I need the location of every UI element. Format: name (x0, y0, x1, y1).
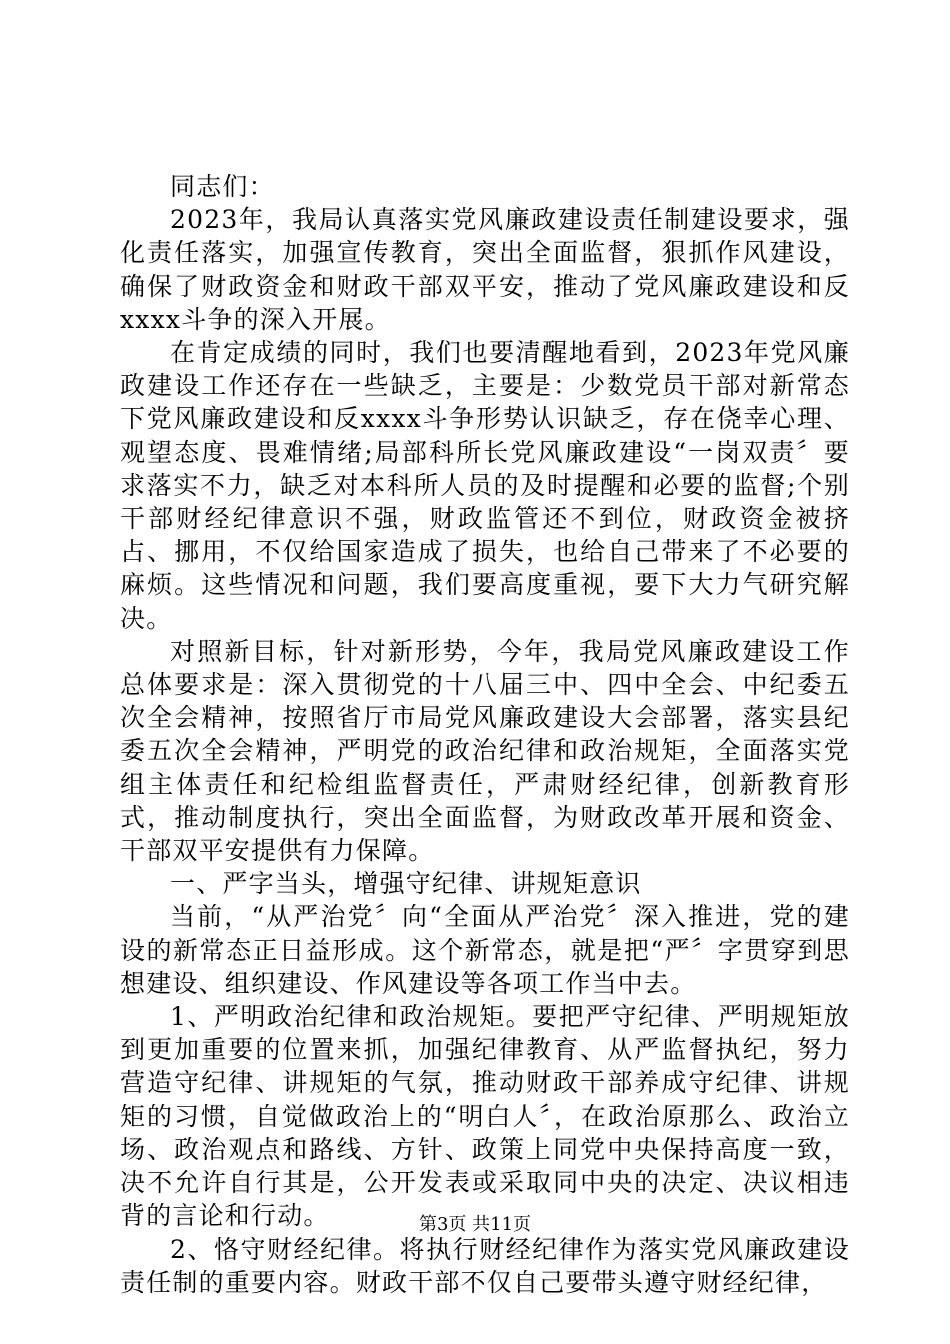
paragraph: 2、恪守财经纪律。将执行财经纪律作为落实党风廉政建设责任制的重要内容。财政干部不仅自己要带头遵守财经纪律， (120, 1234, 850, 1297)
paragraph-salutation: 同志们： (170, 172, 275, 201)
paragraph: 对照新目标，针对新形势，今年，我局党风廉政建设工作总体要求是：深入贯彻党的十八届三中、四中全会、中纪委五次全会精神，按照省厅市局党风廉政建设大会部署，落实县纪委五次全会精神，严明党的政治纪律和政治规矩，全面落实党组主体责任和纪检组监督责任，严肃财经纪律，创新教育形式，推动制度执行，突出全面监督，为财政改革开展和资金、干部双平安提供有力保障。 (120, 636, 850, 866)
page-total: 共11页 (472, 1214, 532, 1235)
page-number: 第3页 (418, 1214, 467, 1235)
document-body (120, 170, 850, 1299)
section-heading: 一、严字当头，增强守纪律、讲规矩意识 (170, 869, 642, 899)
paragraph: 2023年，我局认真落实党风廉政建设责任制建设要求，强化责任落实，加强宣传教育，突出全面监督，狠抓作风建设，确保了财政资金和财政干部双平安，推动了党风廉政建设和反xxxx斗争的深入开展。 (120, 205, 850, 334)
paragraph: 1、严明政治纪律和政治规矩。要把严守纪律、严明规矩放到更加重要的位置来抓，加强纪律教育、从严监督执纪，努力营造守纪律、讲规矩的气氛，推动财政干部养成守纪律、讲规矩的习惯，自觉做政治上的“明白人〞，在政治原那么、政治立场、政治观点和路线、方针、政策上同党中央保持高度一致，决不允许自行其是，公开发表或采取同中央的决定、决议相违背的言论和行动。 (120, 1002, 850, 1231)
paragraph: 当前，“从严治党〞向“全面从严治党〞深入推进，党的建设的新常态正日益形成。这个新常态，就是把“严〞字贯穿到思想建设、组织建设、作风建设等各项工作当中去。 (120, 902, 850, 998)
paragraph: 在肯定成绩的同时，我们也要清醒地看到，2023年党风廉政建设工作还存在一些缺乏，主要是：少数党员干部对新常态下党风廉政建设和反xxxx斗争形势认识缺乏，存在侥幸心理、观望态度、畏难情绪;局部科所长党风廉政建设“一岗双责〞要求落实不力，缺乏对本科所人员的及时提醒和必要的监督;个别干部财经纪律意识不强，财政监管还不到位，财政资金被挤占、挪用，不仅给国家造成了损失，也给自己带来了不必要的麻烦。这些情况和问题，我们要高度重视，要下大力气研究解决。 (120, 338, 850, 633)
page-footer (0, 1210, 950, 1236)
